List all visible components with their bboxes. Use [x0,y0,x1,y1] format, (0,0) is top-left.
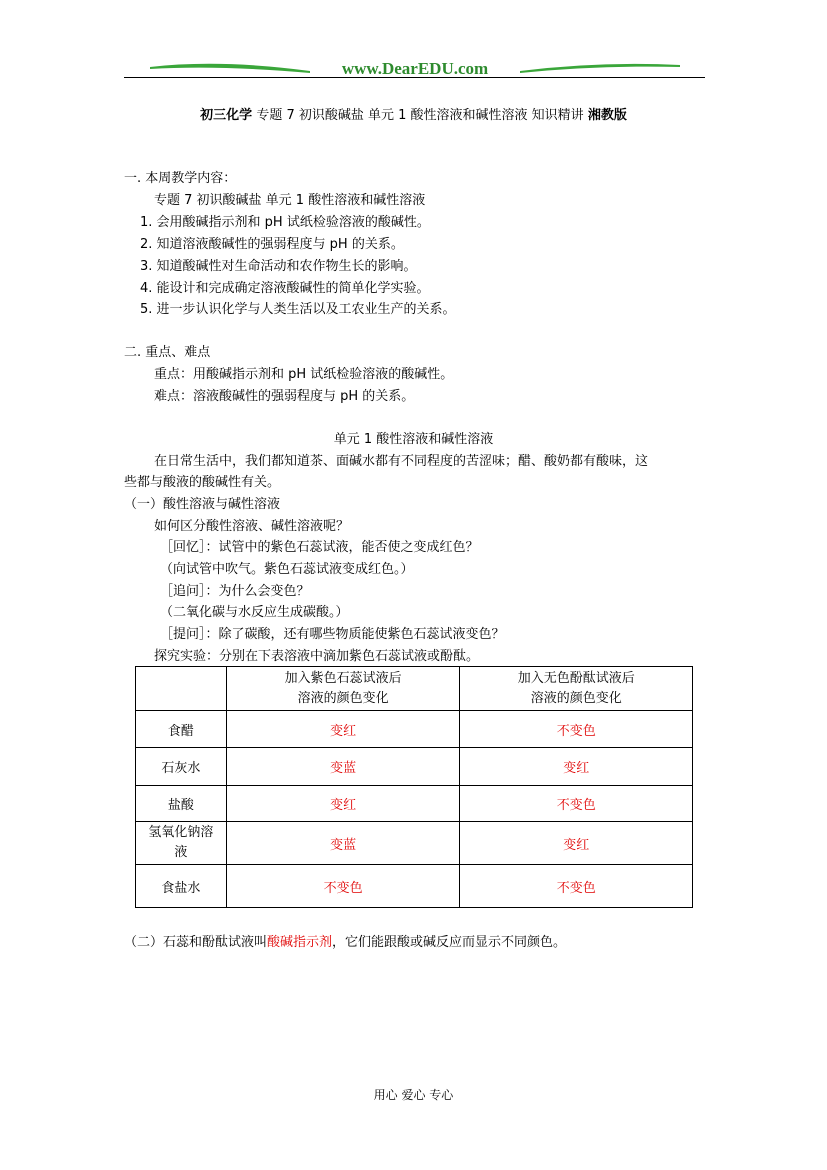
key-point: 重点：用酸碱指示剂和 pH 试纸检验溶液的酸碱性。 [154,367,454,382]
unit-title: 单元 1 酸性溶液和碱性溶液 [333,432,494,447]
table-header-row [136,667,693,711]
table-cell: 食醋 [136,711,227,748]
table-cell: 食盐水 [136,865,227,908]
question-text: ［提问］：除了碳酸，还有哪些物质能使紫色石蕊试液变色？ [160,627,505,642]
table-row [136,865,693,908]
difficult-point: 难点：溶液酸碱性的强弱程度与 pH 的关系。 [154,389,415,404]
title-edition: 湘教版 [587,108,627,123]
list-item: 2. 知道溶液酸碱性的强弱程度与 pH 的关系。 [140,237,404,252]
header-line: 加入无色酚酞试液后 [517,670,635,686]
header-line: 溶液的颜色变化 [297,690,389,706]
list-item: 5. 进一步认识化学与人类生活以及工农业生产的关系。 [140,302,456,317]
header-line: 加入紫色石蕊试液后 [284,670,402,686]
table-cell: 变红 [460,822,693,865]
table-row [136,748,693,786]
table-cell: 变红 [460,748,693,786]
table-header-cell [460,667,693,711]
experiment-table [135,666,693,908]
answer-text: （二氧化碳与水反应生成碳酸。） [160,605,349,620]
table-cell: 盐酸 [136,786,227,822]
section1-subtitle: 专题 7 初识酸碱盐 单元 1 酸性溶液和碱性溶液 [154,193,426,208]
header-rule [124,77,705,78]
table-cell: 变蓝 [226,748,460,786]
table-cell: 石灰水 [136,748,227,786]
list-item: 1. 会用酸碱指示剂和 pH 试纸检验溶液的酸碱性。 [140,215,430,230]
table-header-cell [136,667,227,711]
recall-text: ［回忆］：试管中的紫色石蕊试液，能否使之变成红色？ [160,540,479,555]
page-footer: 用心 爱心 专心 [373,1088,454,1102]
part2-highlight: 酸碱指示剂 [267,935,333,950]
table-row [136,711,693,748]
table-cell: 不变色 [460,786,693,822]
table-cell: 变红 [226,786,460,822]
part1-heading: （一）酸性溶液与碱性溶液 [124,497,281,512]
cell-line: 氢氧化钠溶 [148,825,214,840]
site-logo [150,57,680,79]
experiment-text: 探究实验：分别在下表溶液中滴加紫色石蕊试液或酚酞。 [154,649,480,664]
section2-heading: 二. 重点、难点 [124,345,211,360]
list-item: 4. 能设计和完成确定溶液酸碱性的简单化学实验。 [140,281,430,296]
table-cell: 不变色 [460,711,693,748]
title-main: 专题 7 初识酸碱盐 单元 1 酸性溶液和碱性溶液 知识精讲 [256,108,584,123]
cell-line: 液 [174,845,188,860]
header-line: 溶液的颜色变化 [530,690,622,706]
answer-text: （向试管中吹气。紫色石蕊试液变成红色。） [160,562,414,577]
title-subject: 初三化学 [200,108,253,123]
table-cell: 不变色 [226,865,460,908]
table-row [136,822,693,865]
part2-suffix: ，它们能跟酸或碱反应而显示不同颜色。 [332,935,567,950]
table-header-cell [226,667,460,711]
logo-swoosh-icon [150,57,680,79]
list-item: 3. 知道酸碱性对生命活动和农作物生长的影响。 [140,259,417,274]
part2-prefix: （二）石蕊和酚酞试液叫 [124,935,268,950]
page-title [0,104,827,123]
logo-text: www.DearEDU.com [341,59,489,78]
unit-intro-line2: 些都与酸液的酸碱性有关。 [124,475,281,490]
unit-intro-line1: 在日常生活中，我们都知道茶、面碱水都有不同程度的苦涩味；醋、酸奶都有酸味，这 [154,454,649,469]
table-cell: 不变色 [460,865,693,908]
table-cell: 变蓝 [226,822,460,865]
part2-text [124,934,566,952]
table-row [136,786,693,822]
question-text: 如何区分酸性溶液、碱性溶液呢？ [154,519,350,534]
section1-heading: 一. 本周教学内容： [124,171,237,186]
table-cell [136,822,227,865]
followup-text: ［追问］：为什么会变色？ [160,584,310,599]
table-cell: 变红 [226,711,460,748]
